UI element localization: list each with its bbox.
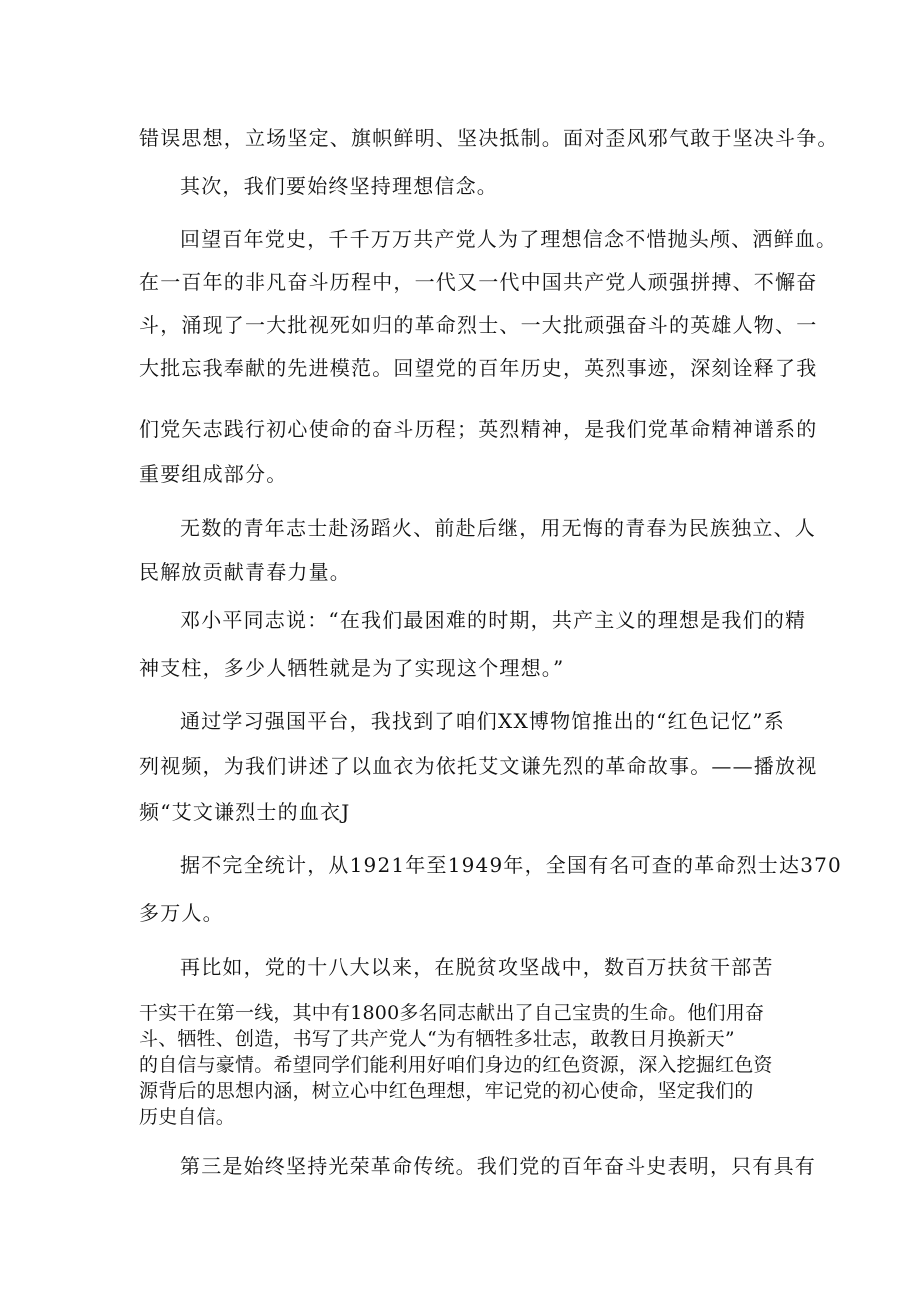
text-line: 第三是始终坚持光荣革命传统。我们党的百年奋斗史表明，只有具有 [180, 1154, 816, 1178]
text-line: 回望百年党史，千千万万共产党人为了理想信念不惜抛头颅、洒鲜血。 [180, 227, 838, 251]
text-line: 斗，涌现了一大批视死如归的革命烈士、一大批顽强奋斗的英雄人物、一 [139, 313, 818, 337]
text-line: 大批忘我奉献的先进模范。回望党的百年历史，英烈事迹，深刻诠释了我 [139, 356, 818, 380]
text-line: 再比如，党的十八大以来，在脱贫攻坚战中，数百万扶贫干部苦 [180, 955, 774, 979]
text-line: 频“艾文谦烈士的血衣J [139, 800, 351, 824]
text-line: 其次，我们要始终坚持理想信念。 [180, 174, 498, 198]
text-line: 民解放贡献青春力量。 [139, 560, 351, 584]
text-line: 错误思想，立场坚定、旗帜鲜明、坚决抵制。面对歪风邪气敢于坚决斗争。 [139, 126, 839, 150]
text-line: 无数的青年志士赴汤蹈火、前赴后继，用无悔的青春为民族独立、人 [180, 516, 816, 540]
text-line: 多万人。 [139, 901, 224, 925]
text-line: 历史自信。 [139, 1106, 236, 1128]
text-line: 干实干在第一线，其中有1800多名同志献出了自己宝贵的生命。他们用奋 [139, 1002, 765, 1024]
text-line: 通过学习强国平台，我找到了咱们XX博物馆推出的“红色记忆”系 [180, 709, 785, 733]
text-line: 邓小平同志说：“在我们最困难的时期，共产主义的理想是我们的精 [180, 608, 807, 632]
text-line: 源背后的思想内涵，树立心中红色理想，牢记党的初心使命，坚定我们的 [139, 1080, 754, 1102]
text-line: 据不完全统计，从1921年至1949年，全国有名可查的革命烈士达370 [180, 853, 842, 877]
text-line: 斗、牺牲、创造，书写了共产党人“为有牺牲多壮志，敢教日月换新天” [139, 1028, 735, 1050]
text-line: 们党矢志践行初心使命的奋斗历程；英烈精神，是我们党革命精神谱系的 [139, 417, 818, 441]
text-line: 重要组成部分。 [139, 462, 288, 486]
text-line: 的自信与豪情。希望同学们能利用好咱们身边的红色资源，深入挖掘红色资 [139, 1054, 773, 1076]
text-line: 列视频，为我们讲述了以血衣为依托艾文谦先烈的革命故事。——播放视 [139, 754, 818, 778]
text-line: 在一百年的非凡奋斗历程中，一代又一代中国共产党人顽强拼搏、不懈奋 [139, 270, 818, 294]
text-line: 神支柱，多少人牺牲就是为了实现这个理想。” [139, 656, 565, 680]
